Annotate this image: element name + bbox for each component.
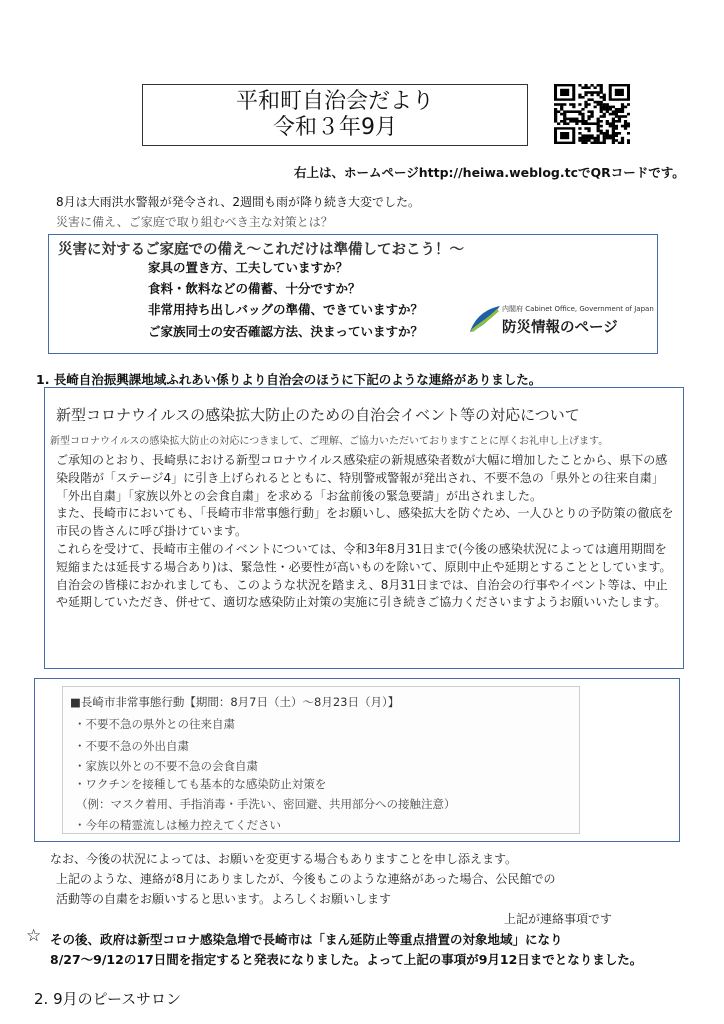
cabinet-office-logo[interactable] [468, 302, 654, 338]
corona-paragraph-1: ご承知のとおり、長崎県における新型コロナウイルス感染症の新規感染者数が大幅に増加したことから、県下の感染段階が「ステージ4」に引き上げられるとともに、特別警戒警報が発出され、不要不急の「県外との往来自粛」「外出自粛」「家族以外との会食自粛」を求める「お盆前後の緊急要請」が出されました。 [56, 453, 668, 503]
corona-paragraph-2: また、長崎市においても、「長崎市非常事態行動」をお願いし、感染拡大を防ぐため、一人ひとりの予防策の徹底を市民の皆さんに呼び掛けています。 [56, 506, 674, 539]
emergency-item-1: ・不要不急の県外との往来自粛 [74, 717, 235, 731]
section-1-label: 1. 長崎自治振興課地域ふれあい係りより自治会のほうに下記のような連絡がありました。 [36, 372, 542, 387]
closing-line-1: なお、今後の状況によっては、お願いを変更する場合もありますことを申し添えます。 [50, 852, 518, 866]
emergency-item-5: （例：マスク着用、手指消毒・手洗い、密回避、共用部分への接触注意） [76, 797, 456, 811]
closing-line-3: 活動等の自粛をお願いすると思います。よろしくお願いします [56, 892, 392, 906]
corona-paragraph-3: これらを受けて、長崎市主催のイベントについては、令和3年8月31日まで(今後の感染状況によっては適用期間を短縮または延長する場合あり)は、緊急性・必要性が高いものを除いて、原則中止や延期とすることとしています。 [56, 541, 672, 574]
question-2: 食料・飲料などの備蓄、十分ですか？ [148, 281, 361, 296]
star-icon: ☆ [26, 926, 42, 946]
corona-paragraph-4: 自治会の皆様におかれましても、このような状況を踏まえ、8月31日までは、自治会の行事やイベント等は、中止や延期していただき、併せて、適切な感染防止対策の実施に引き続きご協力くださいますようお願いいたします。 [56, 577, 668, 610]
title-box [142, 84, 528, 146]
update-line-2: 8/27～9/12の17日間を指定すると発表になりました。よって上記の事項が9月12日までとなりました。 [50, 952, 643, 967]
question-1: 家具の置き方、工夫していますか？ [148, 260, 349, 275]
qr-note: 右上は、ホームページhttp://heiwa.weblog.tcでQRコードです。 [294, 165, 685, 180]
update-line-1: その後、政府は新型コロナ感染急増で長崎市は「まん延防止等重点措置の対象地域」になり [50, 932, 563, 947]
closing-line-2: 上記のような、連絡が8月にありましたが、今後もこのような連絡があった場合、公民館での [56, 872, 556, 886]
corona-subline: 新型コロナウイルスの感染拡大防止の対応につきまして、ご理解、ご協力いただいておりますことに厚くお礼申し上げます。 [50, 436, 609, 447]
question-3: 非常用持ち出しバッグの準備、できていますか？ [148, 302, 424, 317]
question-4: ご家族同士の安否確認方法、決まっていますか？ [148, 324, 424, 339]
section-2-label: 2. 9月のピースサロン [34, 990, 181, 1008]
emergency-item-3: ・家族以外との不要不急の会食自粛 [74, 759, 258, 773]
disaster-heading: 災害に対するご家庭での備え～これだけは準備しておこう！～ [58, 242, 464, 258]
newsletter-title: 平和町自治会だより [235, 89, 434, 114]
newsletter-date: 令和３年9月 [273, 115, 397, 140]
intro-line-1: 8月は大雨洪水警報が発令され、2週間も雨が降り続き大変でした。 [56, 195, 420, 209]
corona-heading: 新型コロナウイルスの感染拡大防止のための自治会イベント等の対応について [56, 406, 580, 424]
leaf-icon [468, 304, 502, 334]
intro-line-2: 災害に備え、ご家庭で取り組むべき主な対策とは？ [56, 215, 333, 229]
emergency-item-4: ・ワクチンを接種しても基本的な感染防止対策を [74, 777, 327, 791]
closing-note: 上記が連絡事項です [504, 912, 613, 926]
disaster-info-page-label: 防災情報のページ [502, 320, 618, 336]
emergency-item-2: ・不要不急の外出自粛 [74, 739, 189, 753]
emergency-title: ■長崎市非常事態行動【期間：8月7日（土）～8月23日（月）】 [70, 695, 400, 709]
corona-body [56, 452, 676, 612]
qr-code[interactable] [554, 84, 630, 144]
cabinet-office-label: 内閣府 Cabinet Office, Government of Japan [502, 305, 654, 313]
emergency-item-6: ・今年の精霊流しは極力控えてください [74, 818, 281, 832]
